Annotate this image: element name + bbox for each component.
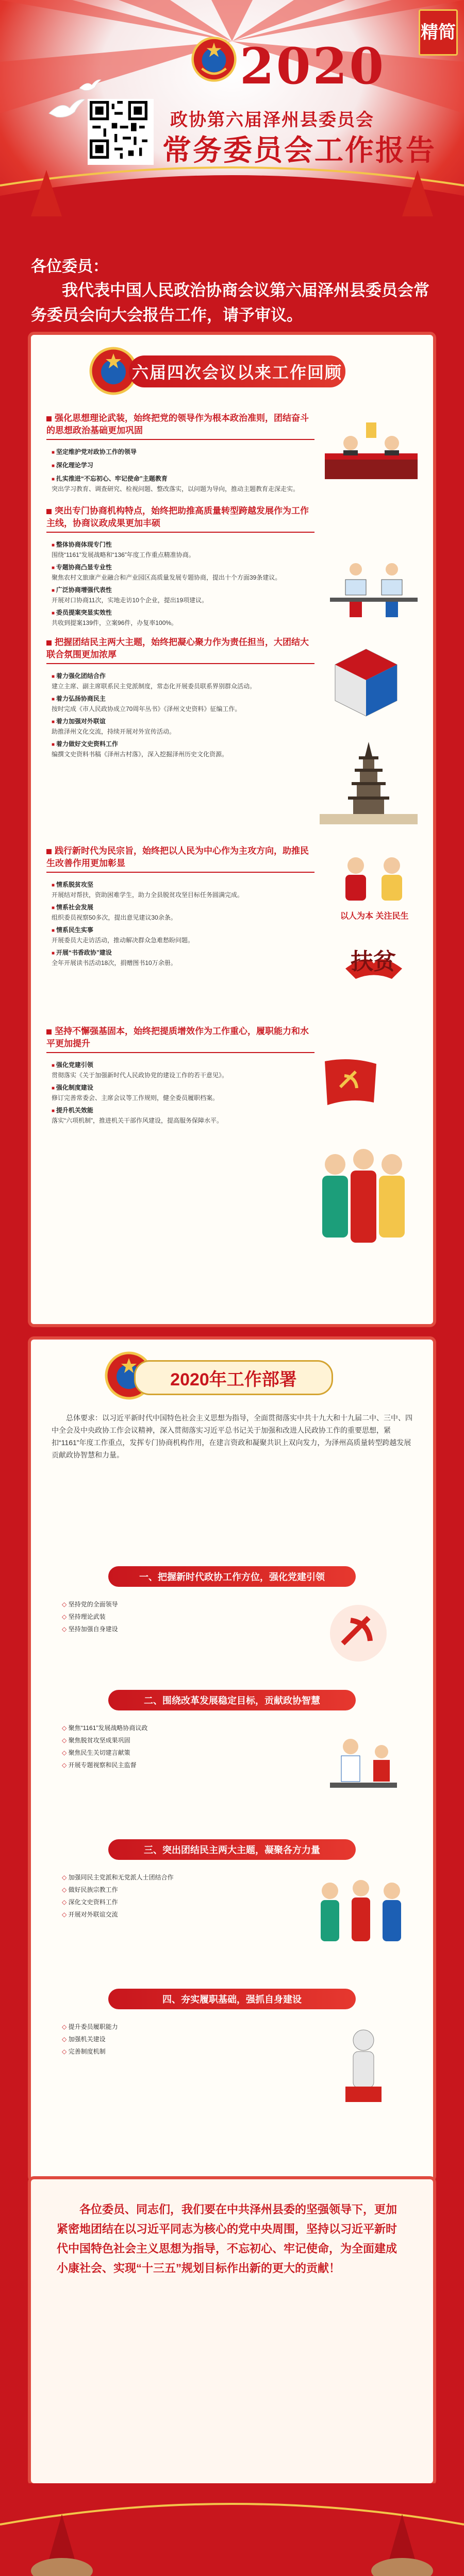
list-item-text: 围绕“1161”发展战略和“136”年度工作重点精准协商。 xyxy=(52,551,195,558)
list-item-heading: ■ 着力做好文史资料工作 xyxy=(52,739,299,750)
list-item-heading: ■ 强化党建引领 xyxy=(52,1060,299,1071)
review-section-title: 把握团结民主两大主题，始终把凝心聚力作为责任担当，大团结大联合氛围更加浓厚 xyxy=(46,636,314,664)
list-item-text: 按时完成《市人民政协成立70周年丛书》《泽州文史资料》征编工作。 xyxy=(52,705,241,713)
review-section-list xyxy=(52,537,299,628)
task-heading: 一、把握新时代政协工作方位，强化党建引领 xyxy=(108,1566,356,1587)
salutation-to: 各位委员： xyxy=(31,258,108,275)
list-item-text: 修订完善常委会、主席会议等工作规则，健全委员履职档案。 xyxy=(52,1094,219,1101)
fupin-illustration xyxy=(335,933,412,994)
cube-puzzle-illustration xyxy=(330,644,402,721)
salutation xyxy=(0,242,464,330)
list-item-heading: ■ 坚定维护党对政协工作的领导 xyxy=(52,447,299,457)
dove-icon xyxy=(46,95,88,126)
people-illustration xyxy=(330,850,418,907)
list-item-text: 聚焦农村文旅康产业融合和产业园区高质量发展专题协商，提出十个方面39条建议。 xyxy=(52,574,281,581)
task-list xyxy=(62,1597,289,1634)
ethnic-group-illustration xyxy=(309,1870,412,1953)
meeting-illustration xyxy=(320,412,423,489)
dove-icon xyxy=(77,77,103,96)
cppcc-emblem-icon xyxy=(191,36,237,82)
report-subtitle: 政协第六届泽州县委员会 xyxy=(170,110,374,130)
plan-banner: 2020年工作部署 xyxy=(134,1360,333,1395)
worker-figure-illustration xyxy=(325,2025,402,2117)
list-item-text: 突出学习教育、调查研究、检视问题、整改落实，以问题为导向，推动主题教育走深走实。 xyxy=(52,485,300,493)
review-section-title: 突出专门协商机构特点，始终把助推高质量转型跨越发展作为工作主线，协商议政成果更加丰硕 xyxy=(46,505,314,533)
closing-paragraph: 各位委员、同志们，我们要在中共泽州县委的坚强领导下，更加紧密地团结在以习近平同志为核心的党中央周围，坚持以习近平新时代中国特色社会主义思想为指导，不忘初心、牢记使命，为全面建成小康社会、实现“十三五”规划目标作出新的更大的贡献！ xyxy=(57,2203,397,2275)
list-item-heading: ■ 开展“书香政协”建设 xyxy=(52,948,299,958)
task-item: ◇ 坚持党的全面领导 xyxy=(62,1599,289,1609)
qr-code-icon xyxy=(90,101,147,159)
slogan-text: 以人为本 关注民生 xyxy=(340,912,409,921)
list-item-heading: ■ 情系脱贫攻坚 xyxy=(52,880,299,890)
list-item-heading: ■ 深化理论学习 xyxy=(52,461,299,471)
review-section-title: 强化思想理论武装，始终把党的领导作为根本政治准则，团结奋斗的思想政治基础更加巩固 xyxy=(46,412,314,440)
review-section-list xyxy=(52,877,299,968)
closing-card xyxy=(31,2179,433,2483)
list-item-heading: ■ 强化制度建设 xyxy=(52,1083,299,1093)
review-section-list xyxy=(52,668,299,759)
list-item-heading: ■ 委员提案突显实效性 xyxy=(52,608,299,618)
task-item: ◇ 加强机关建设 xyxy=(62,2034,289,2044)
task-list xyxy=(62,1870,289,1920)
qr-code[interactable] xyxy=(88,99,154,165)
list-item-text: 开展对口协商11次，实地走访10个企业，提出19项建议。 xyxy=(52,597,208,604)
office-workers-illustration xyxy=(325,551,423,623)
list-item-heading: ■ 提升机关效能 xyxy=(52,1106,299,1116)
task-heading: 四、夯实履职基础，强抓自身建设 xyxy=(108,1989,356,2009)
work-review-card xyxy=(31,335,433,1324)
task-list xyxy=(62,2020,289,2057)
party-flag-icon xyxy=(320,1056,382,1113)
list-item-heading: ■ 着力加强对外联谊 xyxy=(52,717,299,727)
task-item: ◇ 完善制度机制 xyxy=(62,2046,289,2057)
work-plan-card xyxy=(31,1340,433,2179)
review-section-title: 践行新时代为民宗旨，始终把以人民为中心作为主攻方向，助推民生改善作用更加彰显 xyxy=(46,845,314,873)
list-item-text: 共收到提案139件，立案96件，办复率100%。 xyxy=(52,619,178,626)
task-item: ◇ 加强同民主党派和无党派人士团结合作 xyxy=(62,1872,289,1883)
task-item: ◇ 坚持理论武装 xyxy=(62,1612,289,1622)
task-item: ◇ 聚焦“1161”发展战略协商议政 xyxy=(62,1723,289,1733)
task-item: ◇ 开展对外联谊交流 xyxy=(62,1909,289,1920)
task-list xyxy=(62,1721,289,1770)
list-item-heading: ■ 着力弘扬协商民主 xyxy=(52,694,299,704)
party-emblem-illustration xyxy=(320,1597,397,1669)
pagoda-illustration xyxy=(320,737,418,824)
list-item-heading: ■ 扎实推进“不忘初心、牢记使命”主题教育 xyxy=(52,474,299,484)
list-item-heading: ■ 情系社会发展 xyxy=(52,903,299,913)
review-section-title: 坚持不懈强基固本，始终把提质增效作为工作重心，履职能力和水平更加提升 xyxy=(46,1025,314,1053)
list-item-heading: ■ 情系民生实事 xyxy=(52,925,299,936)
list-item-heading: ■ 整体协商体现专门性 xyxy=(52,540,299,550)
list-item-text: 建立主席、副主席联系民主党派制度，常态化开展委员联系界别群众活动。 xyxy=(52,683,256,690)
list-item-text: 落实“六项机制”，推进机关干部作风建设，提高服务保障水平。 xyxy=(52,1117,223,1124)
report-year: 2020 xyxy=(240,37,386,95)
list-item-text: 编撰文史资料书稿《泽州古村落》，深入挖掘泽州历史文化资源。 xyxy=(52,751,228,758)
salutation-body: 我代表中国人民政治协商会议第六届泽州县委员会常务委员会向大会报告工作，请予审议。 xyxy=(31,281,429,324)
task-item: ◇ 坚持加强自身建设 xyxy=(62,1624,289,1634)
list-item-heading: ■ 专题协商凸显专业性 xyxy=(52,563,299,573)
jingjian-badge: 精简 xyxy=(419,9,458,56)
task-item: ◇ 深化文史资料工作 xyxy=(62,1897,289,1907)
list-item-heading: ■ 广泛协商增强代表性 xyxy=(52,585,299,596)
list-item-text: 助推泽州文化交流，持续开展对外宣传活动。 xyxy=(52,728,176,735)
list-item-text: 开展委员大走访活动，推动解决群众急难愁盼问题。 xyxy=(52,937,194,944)
task-heading: 三、突出团结民主两大主题，凝聚各方力量 xyxy=(108,1839,356,1860)
report-title: 常务委员会工作报告 xyxy=(162,133,436,167)
task-item: ◇ 聚焦民生关切建言献策 xyxy=(62,1748,289,1758)
task-item: ◇ 聚焦脱贫攻坚成果巩固 xyxy=(62,1735,289,1745)
task-item: ◇ 提升委员履职能力 xyxy=(62,2022,289,2032)
report-header xyxy=(0,0,464,242)
list-item-text: 开展结对帮扶，资助困难学生，助力全县脱贫攻坚目标任务圆满完成。 xyxy=(52,891,244,899)
task-heading: 二、围绕改革发展稳定目标，贡献政协智慧 xyxy=(108,1690,356,1710)
review-section-list xyxy=(52,1057,299,1125)
list-item-heading: ■ 着力强化团结合作 xyxy=(52,671,299,682)
bottom-decoration xyxy=(0,2483,464,2576)
minority-people-illustration xyxy=(309,1139,418,1257)
plan-intro: 总体要求：以习近平新时代中国特色社会主义思想为指导，全面贯彻落实中共十九大和十九届二中、三中、四中全会及中央政协工作会议精神，深入贯彻落实习近平总书记关于加强和改进人民政协工作的重要思想，紧扣“1161”年度工作重点，发挥专门协商机构作用，在建言资政和凝聚共识上双向发力，为泽州高质量转型跨越发展贡献政协智慧和力量。 xyxy=(52,1414,412,1459)
task-item: ◇ 做好民族宗教工作 xyxy=(62,1885,289,1895)
task-item: ◇ 开展专题视察和民主监督 xyxy=(62,1760,289,1770)
fupin-text: 扶贫 xyxy=(351,948,396,975)
doctor-illustration xyxy=(320,1726,407,1803)
list-item-text: 贯彻落实《关于加强新时代人民政协党的建设工作的若干意见》。 xyxy=(52,1072,228,1079)
review-banner: 六届四次会议以来工作回顾 xyxy=(129,355,345,387)
list-item-text: 全年开展读书活动18次，捐赠图书10万余册。 xyxy=(52,959,177,967)
review-section-list xyxy=(52,444,299,494)
list-item-text: 组织委员视察50多次，提出意见建议30余条。 xyxy=(52,914,177,921)
